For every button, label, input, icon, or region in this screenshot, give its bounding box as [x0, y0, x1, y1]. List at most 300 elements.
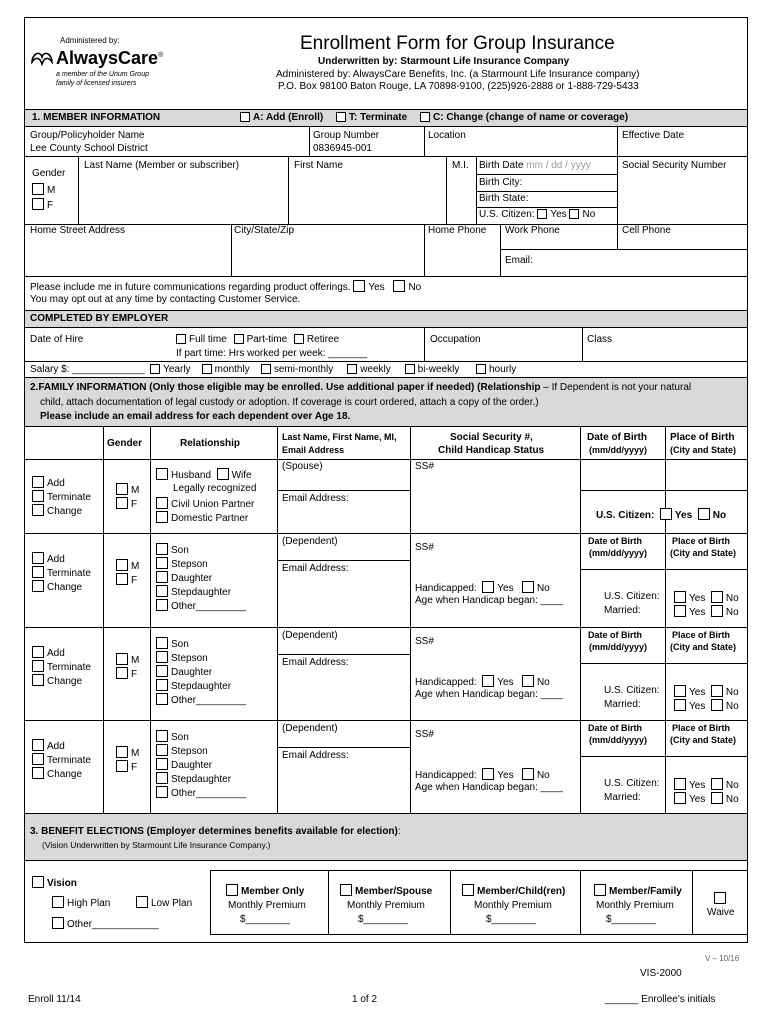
spouse-add-checkbox[interactable]: [32, 476, 44, 488]
family-section-note: child, attach documentation of legal custody or adoption. If coverage is court ordered, attach a copy of the order.): [40, 397, 539, 408]
dep2-add-option[interactable]: Add: [32, 646, 65, 660]
communications-question: Please include me in future communications regarding product offerings. Yes No: [30, 282, 422, 293]
rule: [150, 426, 151, 813]
page-number: 1 of 2: [352, 994, 378, 1005]
rule: [476, 191, 617, 192]
dep1-dob-1: Date of Birth: [588, 536, 642, 546]
col-relationship: Relationship: [180, 438, 241, 449]
dep2-change-option[interactable]: Change: [32, 674, 82, 688]
dep3-stepdaughter-checkbox[interactable]: [156, 772, 168, 784]
option-add-enroll[interactable]: A: Add (Enroll): [240, 112, 323, 124]
rule: [24, 627, 748, 628]
dep3-gender-f-checkbox[interactable]: [116, 760, 128, 772]
dep1-add-checkbox[interactable]: [32, 552, 44, 564]
domestic-partner-option[interactable]: Domestic Partner: [156, 511, 248, 525]
dep2-dob-1: Date of Birth: [588, 630, 642, 640]
dep2-age-handicap[interactable]: Age when Handicap began: ____: [415, 689, 563, 700]
spouse-us-citizen: U.S. Citizen: Yes No: [596, 510, 727, 521]
version-label: V – 10/16: [705, 954, 740, 963]
waive-checkbox-wrap[interactable]: [714, 892, 729, 905]
dep1-handicapped: Handicapped: Yes No: [415, 583, 550, 594]
high-plan-checkbox[interactable]: [52, 896, 64, 908]
birth-date-field[interactable]: Birth Date mm / dd / yyyy: [479, 160, 591, 171]
dep2-stepdaughter-checkbox[interactable]: [156, 679, 168, 691]
benefits-section-title: 3. BENEFIT ELECTIONS (Employer determines benefits available for election):: [30, 826, 401, 837]
rule: [617, 156, 618, 224]
dep2-married-no-checkbox[interactable]: [711, 699, 723, 711]
dep2-dependent-label: (Dependent): [282, 630, 338, 641]
dep1-married-yes-checkbox[interactable]: [674, 605, 686, 617]
low-plan-option[interactable]: Low Plan: [136, 896, 192, 910]
dep1-daughter-checkbox[interactable]: [156, 571, 168, 583]
husband-checkbox[interactable]: [156, 468, 168, 480]
vis-code: VIS-2000: [640, 968, 682, 979]
rule: [210, 934, 748, 935]
dep1-terminate-checkbox[interactable]: [32, 566, 44, 578]
member-spouse-premium-label: Monthly Premium: [347, 900, 425, 911]
us-citizen-no-checkbox[interactable]: [569, 209, 579, 219]
gender-m-checkbox[interactable]: [32, 183, 44, 195]
dep3-handicapped: Handicapped: Yes No: [415, 770, 550, 781]
family-section-title: 2.FAMILY INFORMATION (Only those eligible may be enrolled. Use additional paper if needed) (Relationship – If Dependent is not your natural: [30, 382, 692, 393]
legally-recognized-label: Legally recognized: [173, 483, 257, 494]
full-time-checkbox[interactable]: [176, 334, 186, 344]
col-dob-2: (mm/dd/yyyy): [589, 445, 648, 455]
member-only-option[interactable]: Member Only: [226, 884, 304, 898]
dep1-stepdaughter-option[interactable]: Stepdaughter: [156, 585, 231, 599]
spouse-gender-m[interactable]: M: [116, 483, 139, 497]
dep1-gender-f-checkbox[interactable]: [116, 573, 128, 585]
dep3-daughter-checkbox[interactable]: [156, 758, 168, 770]
rule: [328, 870, 329, 934]
dep3-son-option[interactable]: Son: [156, 730, 189, 744]
dep3-gender-f[interactable]: F: [116, 760, 137, 774]
terminate-checkbox[interactable]: [336, 112, 346, 122]
rule: [580, 663, 748, 664]
dep1-handicapped-yes-checkbox[interactable]: [482, 581, 494, 593]
part-time-checkbox[interactable]: [234, 334, 244, 344]
dep2-daughter-option[interactable]: Daughter: [156, 665, 212, 679]
gender-f-option[interactable]: F: [32, 198, 53, 212]
member-children-checkbox[interactable]: [462, 884, 474, 896]
spouse-ssn-label: SS#: [415, 461, 434, 472]
rule: [24, 459, 748, 460]
rule: [277, 560, 410, 561]
rule: [410, 426, 411, 813]
dep3-dependent-label: (Dependent): [282, 723, 338, 734]
dep1-handicapped-no-checkbox[interactable]: [522, 581, 534, 593]
rule: [450, 870, 451, 934]
us-citizen-field: U.S. Citizen: Yes No: [479, 209, 596, 220]
rule: [582, 327, 583, 361]
dep3-gender-m-checkbox[interactable]: [116, 746, 128, 758]
member-spouse-checkbox[interactable]: [340, 884, 352, 896]
col-ssn-2: Child Handicap Status: [438, 445, 545, 456]
dep2-married-label: Married:: [604, 699, 641, 710]
member-children-option[interactable]: Member/Child(ren): [462, 884, 565, 898]
rule: [24, 533, 748, 534]
address-line: P.O. Box 98100 Baton Rouge, LA 70898-9100, (225)926-2888 or 1-888-729-5433: [278, 81, 639, 92]
dep1-daughter-option[interactable]: Daughter: [156, 571, 212, 585]
rule: [500, 224, 501, 276]
rule: [78, 156, 79, 224]
spouse-gender-f-checkbox[interactable]: [116, 497, 128, 509]
gender-f-checkbox[interactable]: [32, 198, 44, 210]
dep2-pob-1: Place of Birth: [672, 630, 731, 640]
member-children-premium-field[interactable]: $________: [486, 914, 537, 925]
first-name-label: First Name: [294, 160, 343, 171]
group-number-label: Group Number: [313, 130, 380, 141]
col-dob-1: Date of Birth: [587, 432, 647, 443]
dep1-son-option[interactable]: Son: [156, 543, 189, 557]
member-family-checkbox[interactable]: [594, 884, 606, 896]
dep1-email-label: Email Address:: [282, 563, 349, 574]
dep2-stepson-checkbox[interactable]: [156, 651, 168, 663]
dep3-age-handicap[interactable]: Age when Handicap began: ____: [415, 782, 563, 793]
dep2-citizen-no-checkbox[interactable]: [711, 685, 723, 697]
dep3-terminate-option[interactable]: Terminate: [32, 753, 91, 767]
dep1-dependent-label: (Dependent): [282, 536, 338, 547]
wife-checkbox[interactable]: [217, 468, 229, 480]
class-label: Class: [587, 334, 613, 345]
dep2-handicapped-yes-checkbox[interactable]: [482, 675, 494, 687]
dep2-gender-f[interactable]: F: [116, 667, 137, 681]
yearly-checkbox[interactable]: [150, 364, 160, 374]
dep2-email-label: Email Address:: [282, 657, 349, 668]
rule: [24, 126, 748, 127]
dep3-married-yes-checkbox[interactable]: [674, 792, 686, 804]
semi-monthly-checkbox[interactable]: [261, 364, 271, 374]
rule: [617, 224, 618, 249]
rule: [103, 426, 104, 813]
dep2-gender-m[interactable]: M: [116, 653, 139, 667]
dep1-pob-2: (City and State): [670, 548, 737, 558]
spouse-gender-f[interactable]: F: [116, 497, 137, 511]
dep2-gender-f-checkbox[interactable]: [116, 667, 128, 679]
dep1-citizen-no-checkbox[interactable]: [711, 591, 723, 603]
communications-yes-checkbox[interactable]: [353, 280, 365, 292]
administered-by-label: Administered by:: [60, 36, 120, 45]
birth-city-label: Birth City:: [479, 177, 523, 188]
member-only-premium-field[interactable]: $________: [240, 914, 291, 925]
dep1-gender-f[interactable]: F: [116, 573, 137, 587]
rule: [24, 327, 748, 328]
dep2-married-yes-checkbox[interactable]: [674, 699, 686, 711]
col-pob-1: Place of Birth: [670, 432, 735, 443]
dep2-married-options: Yes No: [674, 699, 739, 713]
member-only-checkbox[interactable]: [226, 884, 238, 896]
spouse-terminate-option[interactable]: Terminate: [32, 490, 91, 504]
dep3-citizen-options: Yes No: [674, 778, 739, 792]
col-name-2: Email Address: [282, 445, 345, 455]
dep3-pob-1: Place of Birth: [672, 723, 731, 733]
rule: [424, 224, 425, 276]
dep1-pob-1: Place of Birth: [672, 536, 731, 546]
dep2-stepdaughter-option[interactable]: Stepdaughter: [156, 679, 231, 693]
employment-status: Full time Part-time Retiree: [176, 334, 339, 346]
spouse-change-option[interactable]: Change: [32, 504, 82, 518]
col-gender: Gender: [107, 438, 143, 449]
dep3-pob-2: (City and State): [670, 735, 737, 745]
communications-no-checkbox[interactable]: [393, 280, 405, 292]
alwayscare-logo: [30, 48, 54, 69]
brand-tagline-1: a member of the Unum Group: [56, 71, 149, 78]
rule: [476, 207, 617, 208]
rule: [288, 156, 289, 224]
dep2-other-checkbox[interactable]: [156, 693, 168, 705]
dep3-citizen-yes-checkbox[interactable]: [674, 778, 686, 790]
dep3-son-checkbox[interactable]: [156, 730, 168, 742]
dep3-stepson-checkbox[interactable]: [156, 744, 168, 756]
rule: [210, 870, 211, 934]
group-name-value[interactable]: Lee County School District: [30, 143, 148, 154]
spouse-add-option[interactable]: Add: [32, 476, 65, 490]
dep3-handicapped-yes-checkbox[interactable]: [482, 768, 494, 780]
spouse-label: (Spouse): [282, 461, 323, 472]
monthly-checkbox[interactable]: [202, 364, 212, 374]
location-label: Location: [428, 130, 466, 141]
dep2-change-checkbox[interactable]: [32, 674, 44, 686]
member-family-option[interactable]: Member/Family: [594, 884, 682, 898]
rule: [580, 870, 581, 934]
dep2-dob-2: (mm/dd/yyyy): [589, 642, 648, 652]
alwayscare-brand: AlwaysCare®: [56, 48, 164, 68]
spouse-change-checkbox[interactable]: [32, 504, 44, 516]
member-spouse-premium-field[interactable]: $________: [358, 914, 409, 925]
dep1-stepdaughter-checkbox[interactable]: [156, 585, 168, 597]
member-family-premium-label: Monthly Premium: [596, 900, 674, 911]
col-ssn-1: Social Security #,: [450, 432, 533, 443]
rule: [692, 870, 693, 934]
dep2-add-checkbox[interactable]: [32, 646, 44, 658]
dep2-terminate-checkbox[interactable]: [32, 660, 44, 672]
option-change[interactable]: C: Change (change of name or coverage): [420, 112, 628, 124]
dep3-change-option[interactable]: Change: [32, 767, 82, 781]
city-label: City/State/Zip: [234, 225, 295, 236]
dep3-add-checkbox[interactable]: [32, 739, 44, 751]
rule: [24, 361, 748, 362]
low-plan-checkbox[interactable]: [136, 896, 148, 908]
dep1-married-no-checkbox[interactable]: [711, 605, 723, 617]
spouse-terminate-checkbox[interactable]: [32, 490, 44, 502]
dep3-married-label: Married:: [604, 792, 641, 803]
other-plan-option[interactable]: Other____________: [52, 917, 159, 931]
date-of-hire-label: Date of Hire: [30, 334, 84, 345]
dep1-married-options: Yes No: [674, 605, 739, 619]
brand-tagline-2: family of licensed insurers: [56, 80, 137, 87]
rule: [24, 426, 748, 427]
dep1-gender-m[interactable]: M: [116, 559, 139, 573]
form-title: Enrollment Form for Group Insurance: [300, 33, 615, 54]
salary-field[interactable]: Salary $: _____________: [30, 364, 145, 375]
employer-section-title: COMPLETED BY EMPLOYER: [30, 313, 169, 324]
dep3-us-citizen-label: U.S. Citizen:: [604, 778, 660, 789]
dep1-us-citizen-label: U.S. Citizen:: [604, 591, 660, 602]
rule: [500, 249, 748, 250]
dep3-add-option[interactable]: Add: [32, 739, 65, 753]
rule: [24, 860, 748, 861]
dep1-dob-2: (mm/dd/yyyy): [589, 548, 648, 558]
rule: [24, 109, 748, 110]
dep3-stepson-option[interactable]: Stepson: [156, 744, 208, 758]
rule: [446, 156, 447, 224]
dep2-ssn-label: SS#: [415, 636, 434, 647]
alwayscare-logo-icon: [30, 48, 54, 66]
rule: [580, 569, 748, 570]
dep3-other-checkbox[interactable]: [156, 786, 168, 798]
dep3-dob-2: (mm/dd/yyyy): [589, 735, 648, 745]
dep2-pob-2: (City and State): [670, 642, 737, 652]
dep3-married-options: Yes No: [674, 792, 739, 806]
family-email-note: Please include an email address for each dependent over Age 18.: [40, 411, 351, 422]
member-only-premium-label: Monthly Premium: [228, 900, 306, 911]
dep1-other-checkbox[interactable]: [156, 599, 168, 611]
rule: [231, 224, 232, 276]
dep2-other-option[interactable]: Other_________: [156, 693, 246, 707]
dep2-terminate-option[interactable]: Terminate: [32, 660, 91, 674]
gender-m-option[interactable]: M: [32, 183, 55, 197]
mi-label: M.I.: [452, 160, 469, 171]
dep3-gender-m[interactable]: M: [116, 746, 139, 760]
other-plan-checkbox[interactable]: [52, 917, 64, 929]
dep2-gender-m-checkbox[interactable]: [116, 653, 128, 665]
rule: [580, 426, 581, 813]
high-plan-option[interactable]: High Plan: [52, 896, 110, 910]
dep3-email-label: Email Address:: [282, 750, 349, 761]
rule: [24, 310, 748, 311]
rule: [277, 747, 410, 748]
dep2-us-citizen-label: U.S. Citizen:: [604, 685, 660, 696]
dep3-dob-1: Date of Birth: [588, 723, 642, 733]
dep1-other-option[interactable]: Other_________: [156, 599, 246, 613]
dep3-married-no-checkbox[interactable]: [711, 792, 723, 804]
add-enroll-checkbox[interactable]: [240, 112, 250, 122]
waive-checkbox[interactable]: [714, 892, 726, 904]
dep1-ssn-label: SS#: [415, 542, 434, 553]
cell-phone-label: Cell Phone: [622, 225, 671, 236]
dep1-citizen-options: Yes No: [674, 591, 739, 605]
dep2-son-option[interactable]: Son: [156, 637, 189, 651]
dep1-married-label: Married:: [604, 605, 641, 616]
change-checkbox[interactable]: [420, 112, 430, 122]
group-number-value[interactable]: 0836945-001: [313, 143, 372, 154]
opt-out-note: You may opt out at any time by contacting Customer Service.: [30, 294, 301, 305]
spouse-citizen-no-checkbox[interactable]: [698, 508, 710, 520]
member-section-title: 1. MEMBER INFORMATION: [32, 112, 161, 123]
dep1-citizen-yes-checkbox[interactable]: [674, 591, 686, 603]
spouse-gender-m-checkbox[interactable]: [116, 483, 128, 495]
enrollee-initials[interactable]: ______ Enrollee's initials: [605, 994, 716, 1005]
last-name-label: Last Name (Member or subscriber): [84, 160, 240, 171]
rule: [24, 156, 748, 157]
us-citizen-yes-checkbox[interactable]: [537, 209, 547, 219]
dep2-handicapped: Handicapped: Yes No: [415, 677, 550, 688]
spouse-relationship-1: Husband Wife: [156, 468, 252, 482]
home-phone-label: Home Phone: [428, 225, 487, 236]
dep2-handicapped-no-checkbox[interactable]: [522, 675, 534, 687]
dep1-age-handicap[interactable]: Age when Handicap began: ____: [415, 595, 563, 606]
dep2-daughter-checkbox[interactable]: [156, 665, 168, 677]
rule: [309, 126, 310, 156]
dep3-citizen-no-checkbox[interactable]: [711, 778, 723, 790]
form-code: Enroll 11/14: [28, 994, 81, 1005]
option-terminate[interactable]: T: Terminate: [336, 112, 407, 124]
benefits-section-sub: (Vision Underwritten by Starmount Life Insurance Company.): [42, 840, 271, 850]
dep1-gender-m-checkbox[interactable]: [116, 559, 128, 571]
col-name-1: Last Name, First Name, MI,: [282, 432, 397, 442]
dep3-daughter-option[interactable]: Daughter: [156, 758, 212, 772]
underwritten-line: Underwritten by: Starmount Life Insurance Company: [318, 56, 570, 67]
birth-date-placeholder: mm / dd / yyyy: [526, 160, 591, 171]
dep1-son-checkbox[interactable]: [156, 543, 168, 555]
dep1-stepson-checkbox[interactable]: [156, 557, 168, 569]
spouse-citizen-yes-checkbox[interactable]: [660, 508, 672, 520]
col-pob-2: (City and State): [670, 445, 737, 455]
effective-date-label: Effective Date: [622, 130, 685, 141]
ssn-label: Social Security Number: [622, 160, 727, 171]
rule: [24, 276, 748, 277]
member-spouse-option[interactable]: Member/Spouse: [340, 884, 432, 898]
dep1-stepson-option[interactable]: Stepson: [156, 557, 208, 571]
bi-weekly-checkbox[interactable]: [405, 364, 415, 374]
waive-label: Waive: [707, 907, 735, 918]
dep1-add-option[interactable]: Add: [32, 552, 65, 566]
email-label: Email:: [505, 255, 533, 266]
dep2-stepson-option[interactable]: Stepson: [156, 651, 208, 665]
salary-row: Salary $: _____________ Yearly monthly semi-monthly weekly bi-weekly hourly: [30, 364, 517, 375]
administered-line: Administered by: AlwaysCare Benefits, Inc. (a Starmount Life Insurance company): [276, 69, 640, 80]
rule: [476, 174, 617, 175]
rule: [665, 426, 666, 813]
retiree-checkbox[interactable]: [294, 334, 304, 344]
dep1-change-option[interactable]: Change: [32, 580, 82, 594]
domestic-partner-checkbox[interactable]: [156, 511, 168, 523]
gender-label: Gender: [32, 168, 66, 179]
rule: [277, 490, 410, 491]
dep3-other-option[interactable]: Other_________: [156, 786, 246, 800]
rule: [277, 654, 410, 655]
vision-option[interactable]: Vision: [32, 876, 77, 890]
dep1-change-checkbox[interactable]: [32, 580, 44, 592]
occupation-label: Occupation: [430, 334, 481, 345]
civil-union-option[interactable]: Civil Union Partner: [156, 497, 254, 511]
work-phone-label: Work Phone: [505, 225, 560, 236]
dep3-handicapped-no-checkbox[interactable]: [522, 768, 534, 780]
hourly-checkbox[interactable]: [476, 364, 486, 374]
dep3-terminate-checkbox[interactable]: [32, 753, 44, 765]
rule: [424, 327, 425, 361]
vision-checkbox[interactable]: [32, 876, 44, 888]
street-label: Home Street Address: [30, 225, 126, 236]
weekly-checkbox[interactable]: [347, 364, 357, 374]
rule: [580, 756, 748, 757]
dep3-stepdaughter-option[interactable]: Stepdaughter: [156, 772, 231, 786]
spouse-email-label: Email Address:: [282, 493, 349, 504]
hours-worked-line[interactable]: If part time: Hrs worked per week: _______: [176, 348, 368, 359]
rule: [580, 490, 748, 491]
rule: [210, 870, 748, 871]
dep2-citizen-yes-checkbox[interactable]: [674, 685, 686, 697]
dep2-son-checkbox[interactable]: [156, 637, 168, 649]
rule: [617, 126, 618, 156]
civil-union-checkbox[interactable]: [156, 497, 168, 509]
rule: [277, 426, 278, 813]
birth-state-label: Birth State:: [479, 193, 529, 204]
member-family-premium-field[interactable]: $________: [606, 914, 657, 925]
dep3-change-checkbox[interactable]: [32, 767, 44, 779]
member-children-premium-label: Monthly Premium: [474, 900, 552, 911]
dep1-terminate-option[interactable]: Terminate: [32, 566, 91, 580]
